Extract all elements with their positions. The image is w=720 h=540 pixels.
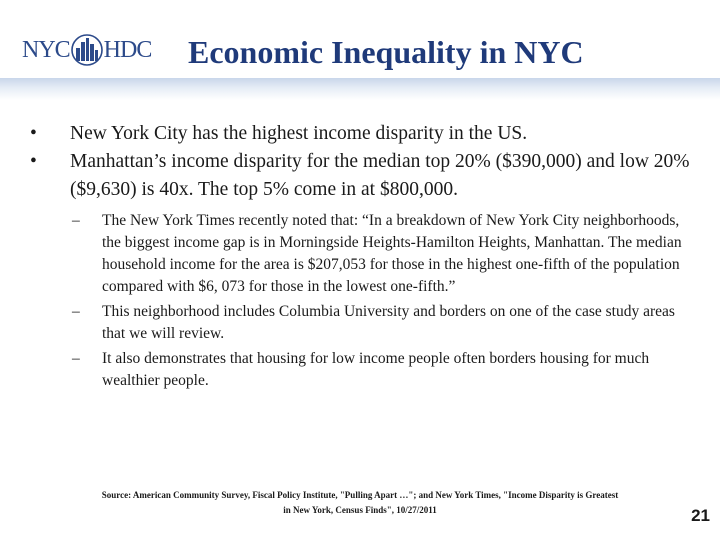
sub-bullet-list: [72, 210, 692, 392]
sub-bullet-text: It also demonstrates that housing for low income people often borders housing for much wealthier people.: [102, 350, 650, 389]
bullet-item: [28, 120, 698, 148]
source-citation: Source: American Community Survey, Fiscal Policy Institute, "Pulling Apart …"; and New York Times, "Income Disparity is Greatest in New York, Census Finds", 10/27/2011: [101, 490, 619, 515]
sub-bullet-marker: –: [72, 212, 80, 229]
bullet-marker: •: [30, 123, 37, 144]
bullet-marker: •: [30, 151, 37, 172]
sub-bullet-text: This neighborhood includes Columbia University and borders on one of the case study areas that we will review.: [102, 303, 675, 342]
nychdc-logo: [22, 32, 162, 68]
logo-text-left: NYC: [22, 37, 70, 63]
page-number: 21: [691, 506, 710, 525]
sub-bullet-text: The New York Times recently noted that: “In a breakdown of New York City neighborhoods, the biggest income gap is in Morningside Heights-Hamilton Heights, Manhattan. The median household income for the area is $207,053 for those in the highest one-fifth of the population compared with $6, 073 for those in the lowest one-fifth.”: [102, 212, 682, 295]
sub-bullet-item: [72, 210, 692, 298]
title-divider: [0, 78, 720, 100]
bullet-item: [28, 148, 698, 204]
slide-title: Economic Inequality in NYC: [188, 34, 584, 70]
sub-bullet-marker: –: [72, 350, 80, 367]
sub-bullet-marker: –: [72, 303, 80, 320]
bullet-text: Manhattan’s income disparity for the median top 20% ($390,000) and low 20% ($9,630) is 40x. The top 5% come in at $800,000.: [70, 151, 690, 200]
logo-text-right: HDC: [103, 37, 152, 63]
bullet-list: [28, 120, 698, 395]
sub-bullet-item: [72, 348, 692, 392]
sub-bullet-item: [72, 301, 692, 345]
bullet-text: New York City has the highest income disparity in the US.: [70, 123, 528, 144]
skyline-icon: [69, 34, 105, 66]
